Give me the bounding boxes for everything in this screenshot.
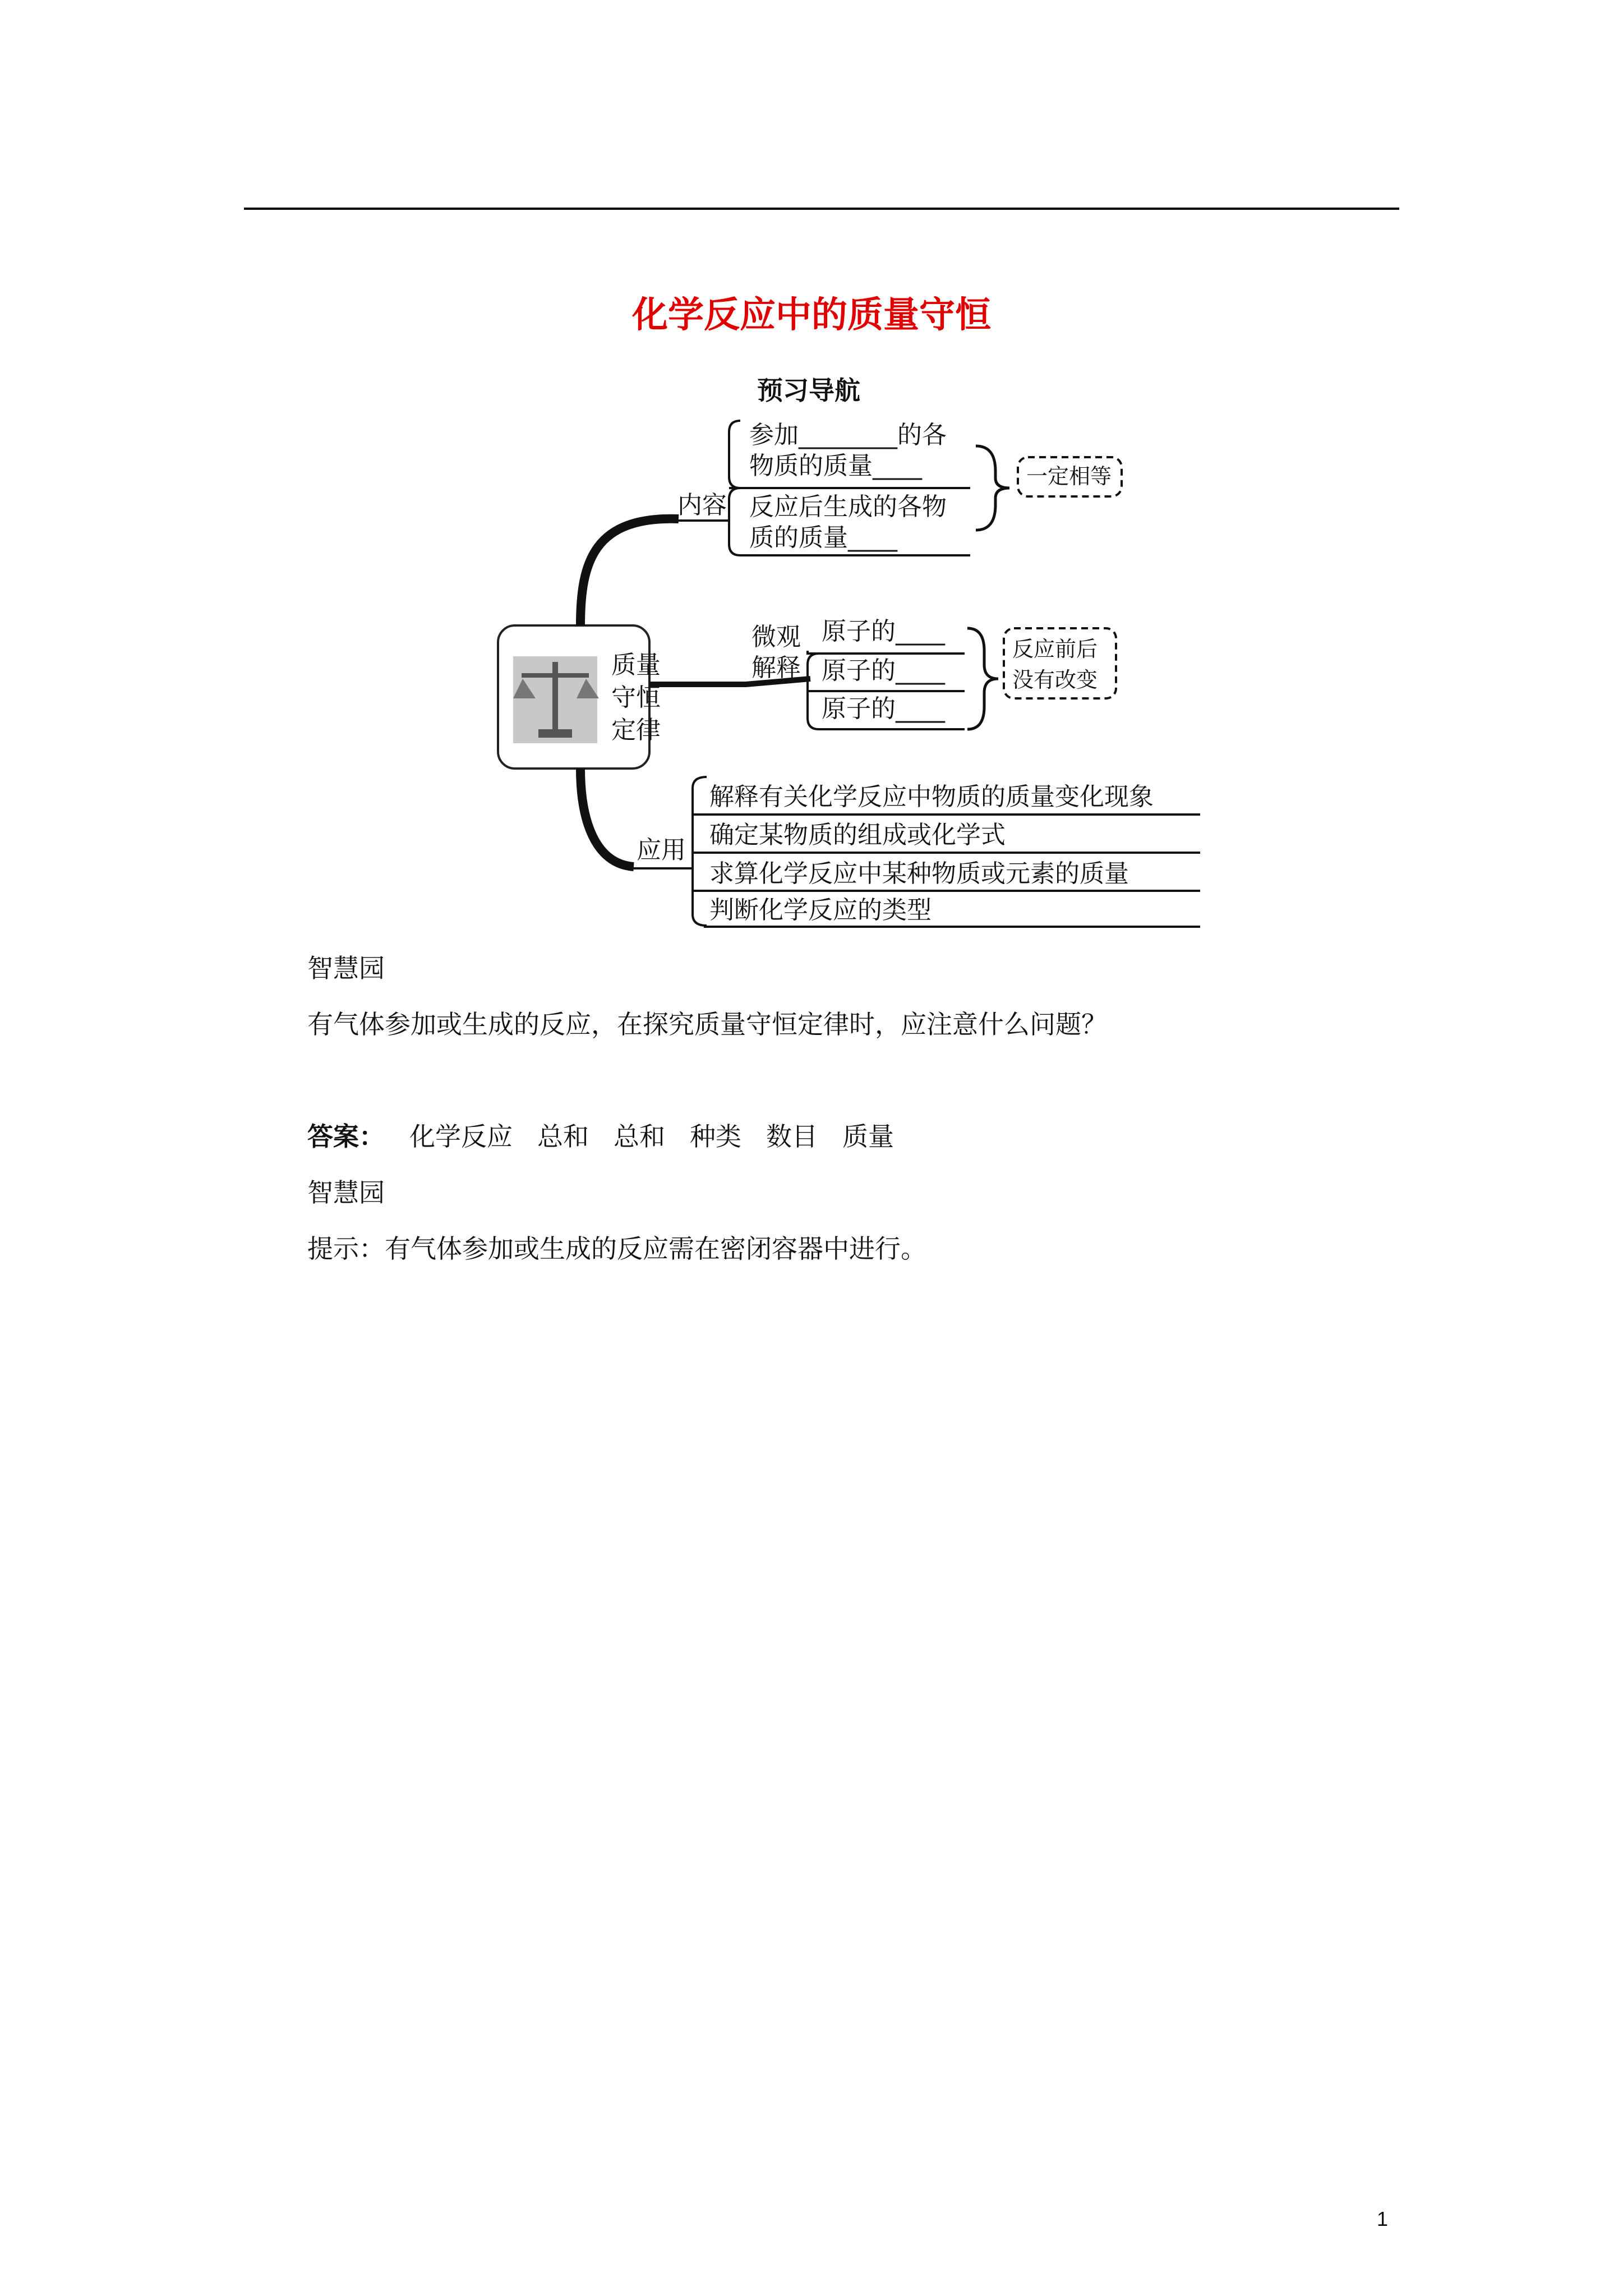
center-label-line-2: 守恒 — [611, 683, 661, 712]
mind-map — [0, 0, 1623, 954]
content-box2-line2: 质的质量____ — [749, 523, 897, 552]
page-number: 1 — [1377, 2207, 1389, 2230]
answer-4: 种类 — [690, 1121, 741, 1152]
center-label-line-1: 质量 — [611, 651, 661, 679]
application-label: 应用 — [637, 836, 686, 864]
micro-item-2: 原子的____ — [822, 656, 945, 685]
answer-2: 总和 — [537, 1121, 589, 1152]
answer-1: 化学反应 — [409, 1121, 513, 1152]
section1-heading: 智慧园 — [307, 953, 385, 983]
content-box1-line1: 参加________的各 — [749, 421, 947, 449]
answer-6: 质量 — [842, 1121, 894, 1152]
answer-5: 数目 — [766, 1121, 818, 1152]
application-item-1: 解释有关化学反应中物质的质量变化现象 — [709, 783, 1154, 811]
content-box1-line2: 物质的质量____ — [749, 452, 922, 480]
content-relation: 一定相等 — [1026, 464, 1112, 489]
page-title: 化学反应中的质量守恒 — [632, 295, 991, 336]
section1-question: 有气体参加或生成的反应，在探究质量守恒定律时，应注意什么问题？ — [307, 1009, 1107, 1039]
application-item-3: 求算化学反应中某种物质或元素的质量 — [709, 859, 1129, 888]
branch-content — [580, 519, 679, 625]
content-box2-line1: 反应后生成的各物 — [749, 493, 947, 521]
center-label-line-3: 定律 — [611, 716, 661, 744]
micro-relation-line1: 反应前后 — [1012, 637, 1098, 661]
balance-scale-icon — [513, 656, 599, 743]
micro-label-line2: 解释 — [751, 654, 801, 682]
application-item-4: 判断化学反应的类型 — [709, 896, 932, 924]
answer-3: 总和 — [614, 1121, 665, 1152]
answer-row — [307, 1116, 894, 1153]
content-label: 内容 — [677, 491, 727, 519]
micro-item-1: 原子的____ — [822, 617, 945, 646]
micro-item-3: 原子的____ — [822, 694, 945, 723]
subtitle: 预习导航 — [757, 375, 860, 406]
answer-label: 答案： — [307, 1121, 385, 1152]
micro-label-line1: 微观 — [751, 623, 801, 651]
section2-hint: 提示：有气体参加或生成的反应需在密闭容器中进行。 — [307, 1234, 926, 1264]
application-item-2: 确定某物质的组成或化学式 — [709, 821, 1006, 849]
micro-relation-line2: 没有改变 — [1012, 668, 1098, 692]
branch-application — [580, 769, 634, 867]
section2-heading: 智慧园 — [307, 1177, 385, 1208]
